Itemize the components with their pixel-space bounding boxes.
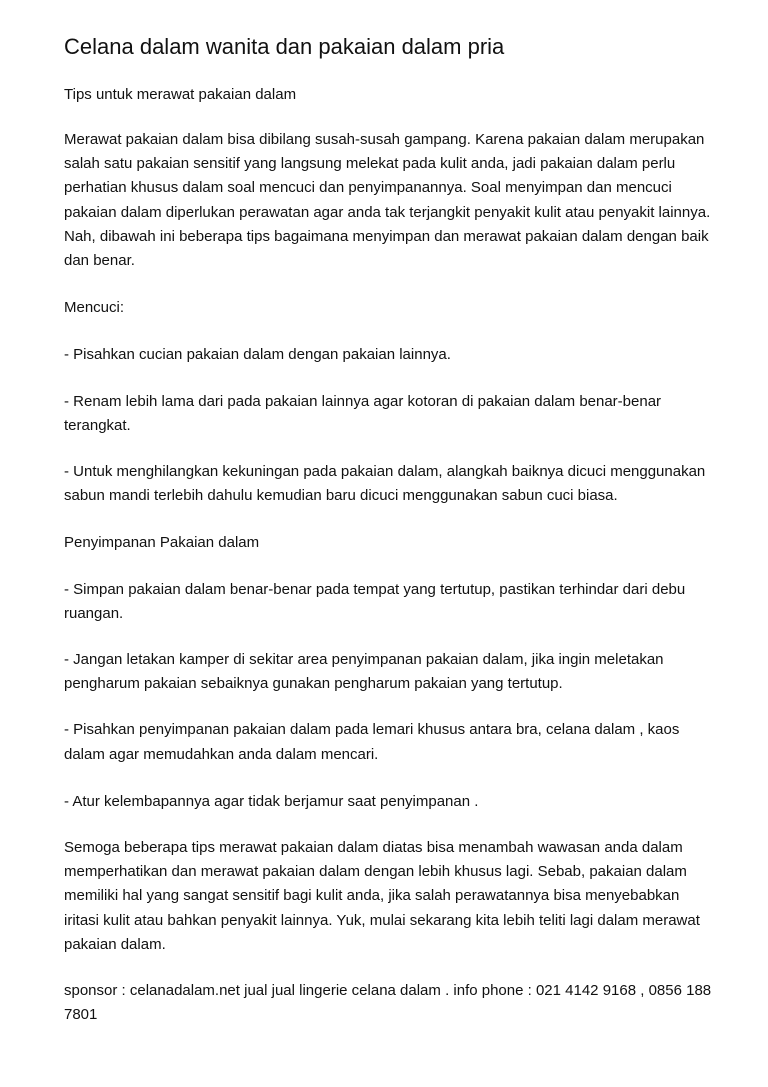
storage-tip-2: - Jangan letakan kamper di sekitar area penyimpanan pakaian dalam, jika ingin meletakan pengharum pakaian sebaiknya gunakan pengharum pakaian yang tertutup. <box>64 651 664 693</box>
washing-tip-3: - Untuk menghilangkan kekuningan pada pakaian dalam, alangkah baiknya dicuci menggunakan sabun mandi terlebih dahulu kemudian baru dicuci menggunakan sabun cuci biasa. <box>64 463 706 505</box>
washing-tip-1: - Pisahkan cucian pakaian dalam dengan pakaian lainnya. <box>64 346 451 364</box>
storage-tip-4: - Atur kelembapannya agar tidak berjamur saat penyimpanan . <box>64 792 479 810</box>
washing-tip-2: - Renam lebih lama dari pada pakaian lainnya agar kotoran di pakaian dalam benar-benar terangkat. <box>64 392 662 434</box>
sponsor-line: sponsor : celanadalam.net jual jual lingerie celana dalam . info phone : 021 4142 9168 , 0856 188 7801 <box>64 982 712 1024</box>
washing-heading: Mencuci: <box>64 299 125 317</box>
page-title: Celana dalam wanita dan pakaian dalam pria <box>64 34 505 59</box>
closing-paragraph: Semoga beberapa tips merawat pakaian dalam diatas bisa menambah wawasan anda dalam memperhatikan dan merawat pakaian dalam dengan lebih khusus lagi. Sebab, pakaian dalam memiliki hal yang sangat sensitif bagi kulit anda, jika salah perawatannya bisa menyebabkan iritasi kulit atau bahkan penyakit lainnya. Yuk, mulai sekarang kita lebih teliti lagi dalam merawat pakaian dalam. <box>64 839 700 953</box>
article-subtitle: Tips untuk merawat pakaian dalam <box>64 86 297 103</box>
document-content <box>64 31 714 1027</box>
storage-heading: Penyimpanan Pakaian dalam <box>64 534 260 552</box>
intro-paragraph: Merawat pakaian dalam bisa dibilang susah-susah gampang. Karena pakaian dalam merupakan salah satu pakaian sensitif yang langsung melekat pada kulit anda, jadi pakaian dalam perlu perhatian khusus dalam soal mencuci dan penyimpanannya. Soal menyimpan dan mencuci pakaian dalam diperlukan perawatan agar anda tak terjangkit penyakit kulit atau penyakit lainnya. Nah, dibawah ini beberapa tips bagaimana menyimpan dan merawat pakaian dalam dengan baik dan benar. <box>64 131 711 270</box>
storage-tip-3: - Pisahkan penyimpanan pakaian dalam pada lemari khusus antara bra, celana dalam , kaos dalam agar memudahkan anda dalam mencari. <box>64 721 680 763</box>
storage-tip-1: - Simpan pakaian dalam benar-benar pada tempat yang tertutup, pastikan terhindar dari debu ruangan. <box>64 580 686 622</box>
